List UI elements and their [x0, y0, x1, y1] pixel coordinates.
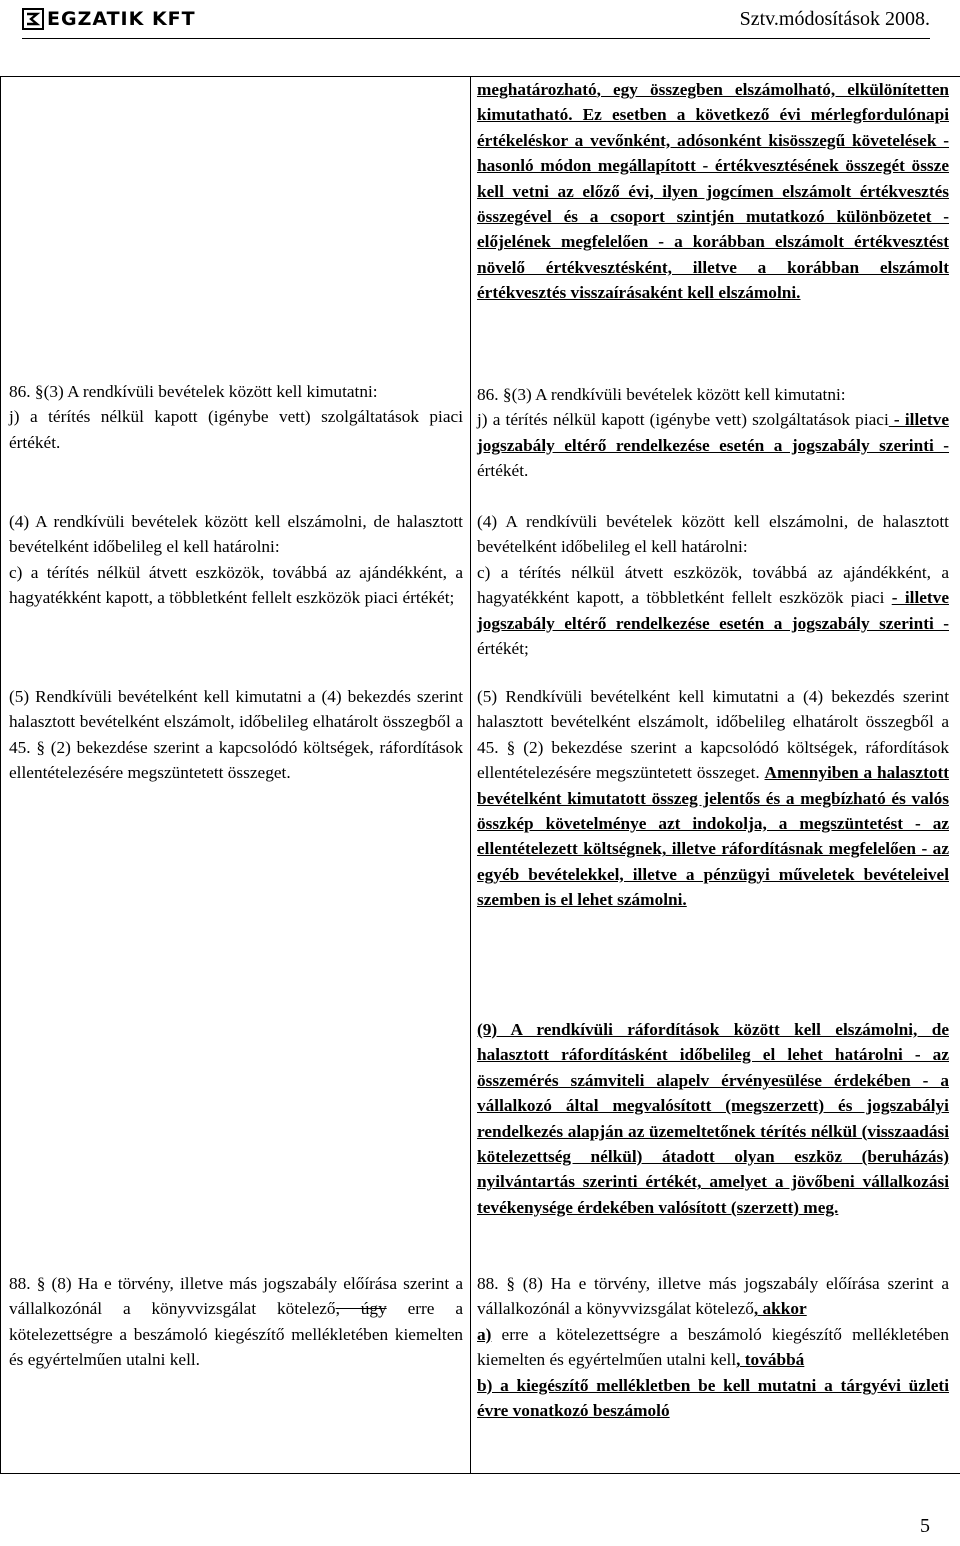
document-title: Sztv.módosítások 2008.: [739, 8, 930, 30]
page-number: 5: [920, 1515, 930, 1537]
right-section-9: (9) A rendkívüli ráfordítások között kell elszámolni, de halasztott ráfordításként időbelileg el lehet határolni - az összemérés számviteli alapelv érvényesülése érdekében - a vállalkozó által megvalósított (megszerzett) és jogszabályi rendelkezés alapján az üzemeltetőnek térítés nélkül (visszaadási kötelezettség nélkül) átadott olyan eszköz (beruházás) nyilvántartás szerinti értékét, amelyet a jövőbeni vállalkozási tevékenysége érdekében valósított (szerzett) meg.: [477, 1020, 949, 1217]
comparison-table: [0, 76, 960, 1474]
right-88-u2: a): [477, 1324, 492, 1344]
right-88-u3: , továbbá: [736, 1350, 805, 1370]
left-88-text-b: erre a kötelezettségre a beszámoló kiegészítő mellékletében kiemelten és egyértelműen utalni kell.: [9, 1299, 463, 1370]
right-top-continuation: [477, 77, 949, 306]
right-top-u1: meghatározható: [477, 80, 597, 99]
right-section-86-3: [477, 382, 949, 484]
header-rule: [22, 38, 930, 39]
right-4-text-a: (4) A rendkívüli bevételek között kell elszámolni, de halasztott bevételként időbelileg el kell határolni: c) a térítés nélkül átvett eszközök, továbbá az ajándékként, a hagyatékként kapott, a többletként fellelt eszközök piaci: [477, 512, 949, 608]
right-88-text-b: erre a kötelezettségre a beszámoló kiegészítő mellékletében kiemelten és egyértelműen utalni kell: [477, 1324, 949, 1370]
logo-text: EGZATIK KFT: [47, 8, 196, 30]
company-logo: [22, 6, 196, 32]
right-section-4: [477, 509, 949, 661]
right-4-text-b: értékét;: [477, 639, 529, 659]
right-86-text-b: értékét.: [477, 461, 529, 481]
logo-icon: [22, 8, 44, 30]
right-88-text-a: 88. § (8) Ha e törvény, illetve más jogszabály előírása szerint a vállalkozónál a könyvvizsgálat kötelező: [477, 1274, 949, 1319]
right-86-amendment: - illetve jogszabály eltérő rendelkezése esetén a jogszabály szerinti -: [477, 410, 949, 455]
right-5-amendment: Amennyiben a halasztott bevételként kimutatott összeg jelentős és a megbízható és valós összkép követelménye azt indokolja, a megszüntetést - az ellentételezett költségnek, illetve ráfordításnak megfelelően - az egyéb bevételekkel, illetve a pénzügyi műveletek bevételeivel szemben is el lehet számolni.: [477, 763, 949, 910]
right-top-u2: , egy összegben elszámolható, elkülönítetten kimutatható. Ez esetben a következő évi mérlegfordulónapi értékeléskor a vevőnként, adósonként kisösszegű követelések - hasonló módon megállapított - értékvesztésének összegét össze kell vetni az előző évi, ilyen jogcímen elszámolt értékvesztés összegével és a csoport szintjén mutatkozó különbözetet - előjelének megfelelően - a korábban elszámolt értékvesztést növelő értékvesztésként, illetve a korábban elszámolt értékvesztés visszaírásaként kell elszámolni.: [477, 80, 949, 303]
right-column: [471, 77, 960, 1474]
left-column: [1, 77, 471, 1474]
left-section-88-8: [9, 1271, 463, 1373]
right-4-amendment: - illetve jogszabály eltérő rendelkezése esetén a jogszabály szerinti -: [477, 588, 949, 633]
right-section-88-8: [477, 1271, 949, 1423]
right-88-u1: , akkor: [753, 1299, 807, 1319]
left-88-text-a: 88. § (8) Ha e törvény, illetve más jogszabály előírása szerint a vállalkozónál a könyvvizsgálat kötelező: [9, 1274, 463, 1319]
left-section-86-3: 86. §(3) A rendkívüli bevételek között kell kimutatni: j) a térítés nélkül kapott (igénybe vett) szolgáltatások piaci értékét.: [9, 382, 463, 452]
right-section-5: [477, 684, 949, 913]
left-section-4: (4) A rendkívüli bevételek között kell elszámolni, de halasztott bevételként időbelileg el kell határolni: c) a térítés nélkül átvett eszközök, továbbá az ajándékként, a hagyatékként kapott, a többletként fellelt eszközök piaci értékét;: [9, 512, 463, 608]
right-5-text-a: (5) Rendkívüli bevételként kell kimutatni a (4) bekezdés szerint halasztott bevételként elszámolt, időbelileg elhatárolt összegből a 45. § (2) bekezdése szerint a kapcsolódó költségek, ráfordítások ellentételezésére megszüntetett összeget.: [477, 687, 949, 783]
right-88-u4: b) a kiegészítő mellékletben be kell mutatni a tárgyévi üzleti évre vonatkozó beszámoló: [477, 1375, 949, 1421]
left-88-strikethrough: , úgy: [335, 1299, 387, 1319]
right-86-text-a: 86. §(3) A rendkívüli bevételek között kell kimutatni: j) a térítés nélkül kapott (igénybe vett) szolgáltatások piaci: [477, 385, 889, 430]
left-section-5: (5) Rendkívüli bevételként kell kimutatni a (4) bekezdés szerint halasztott bevételként elszámolt, időbelileg elhatárolt összegből a 45. § (2) bekezdése szerint a kapcsolódó költségek, ráfordítások ellentételezésére megszüntetett összeget.: [9, 687, 463, 783]
